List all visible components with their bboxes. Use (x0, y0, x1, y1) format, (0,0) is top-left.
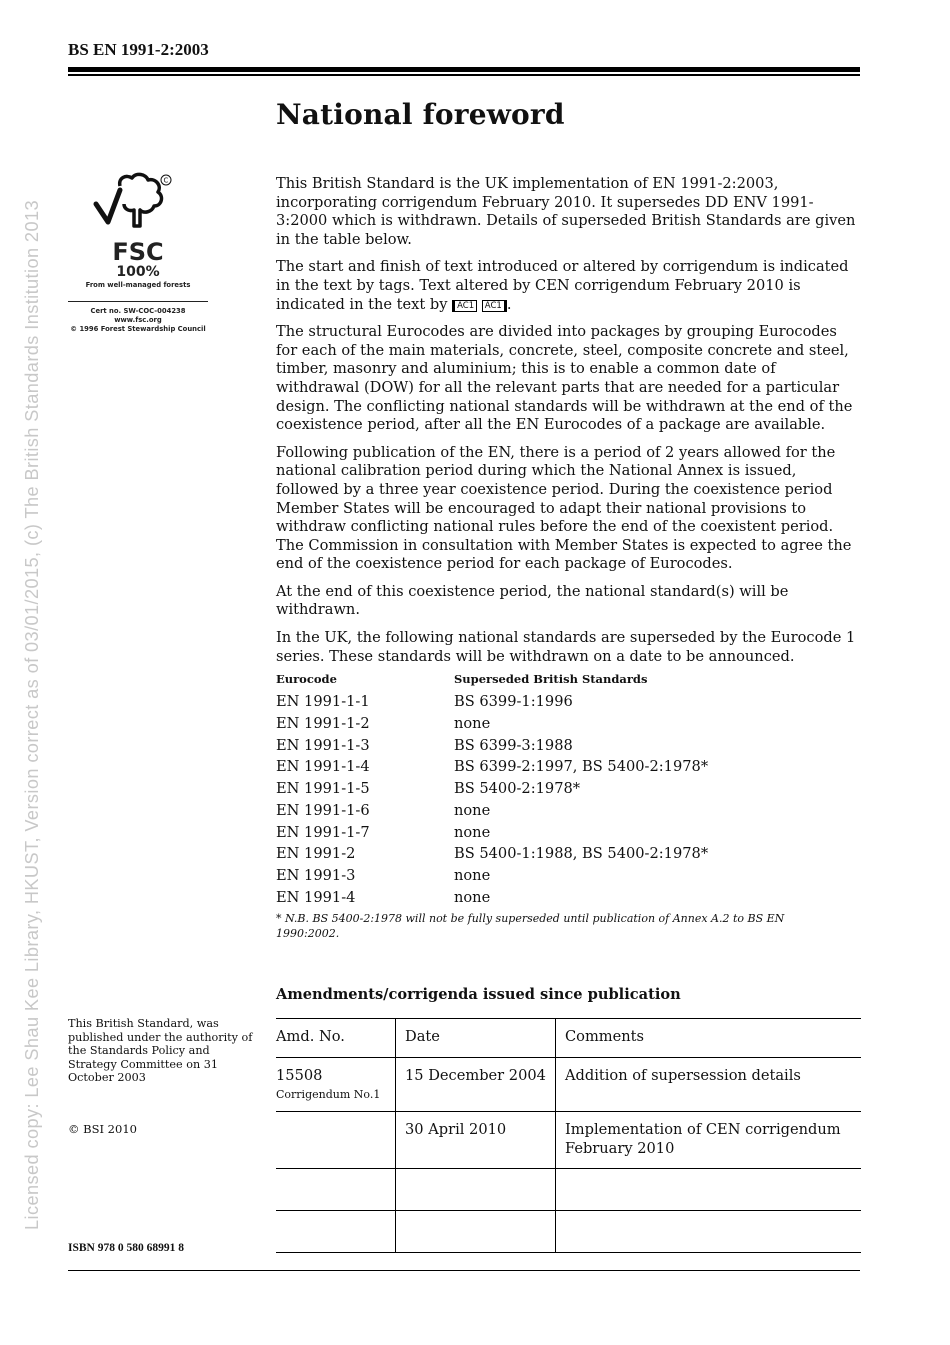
table-header-row (276, 668, 861, 692)
superseded-cell: none (454, 823, 491, 841)
table-row (276, 887, 861, 909)
fsc-cert: Cert no. SW-COC-004238 (90, 307, 186, 315)
table-row (276, 1058, 861, 1112)
svg-text:C: C (163, 176, 169, 185)
eurocode-cell: EN 1991-1-4 (276, 758, 370, 776)
header-rule-thick (68, 67, 860, 72)
fsc-copyright: © 1996 Forest Stewardship Council (70, 325, 206, 333)
paragraph-6: In the UK, the following national standards are superseded by the Eurocode 1 series. These standards will be withdrawn on a date to be announced. (276, 629, 856, 665)
comments-cell: Implementation of CEN corrigendum February 2010 (556, 1112, 862, 1169)
comments-cell: Addition of supersession details (556, 1058, 862, 1112)
date-cell: 15 December 2004 (396, 1058, 556, 1112)
document-code: BS EN 1991-2:2003 (68, 40, 209, 59)
footer-rule (68, 1270, 860, 1271)
table-row (276, 844, 861, 866)
fsc-logo-block (68, 172, 208, 334)
header-rule-thin (68, 74, 860, 76)
eurocode-cell: EN 1991-4 (276, 888, 356, 906)
eurocode-cell: EN 1991-1-6 (276, 801, 370, 819)
superseded-cell: none (454, 801, 491, 819)
column-header-superseded: Superseded British Standards (454, 672, 648, 687)
foreword-body (276, 175, 861, 941)
superseded-cell: none (454, 715, 491, 733)
table-row (276, 865, 861, 887)
isbn: ISBN 978 0 580 68991 8 (68, 1242, 184, 1254)
eurocode-cell: EN 1991-1-2 (276, 715, 370, 733)
table-row (276, 757, 861, 779)
paragraph-2-text: The start and finish of text introduced or altered by corrigendum is indicated in the text by tags. Text altered by CEN corrigendum February 2010 is indicated in the text by (276, 258, 849, 313)
column-header-eurocode: Eurocode (276, 672, 337, 687)
column-header-date: Date (396, 1019, 556, 1058)
corrigendum-tag-open: AC1 (452, 300, 477, 312)
fsc-divider (68, 301, 208, 302)
amendments-header-row (276, 1019, 861, 1058)
eurocode-cell: EN 1991-1-7 (276, 823, 370, 841)
paragraph-5: At the end of this coexistence period, the national standard(s) will be withdrawn. (276, 582, 789, 619)
table-row (276, 800, 861, 822)
corrigendum-tag-close: AC1 (482, 300, 507, 312)
amendments-table (276, 1018, 861, 1253)
table-row (276, 822, 861, 844)
publication-note: This British Standard, was published under the authority of the Standards Policy and Strategy Committee on 31 October 2003 (68, 1017, 253, 1084)
paragraph-4: Following publication of the EN, there is a period of 2 years allowed for the national calibration period during which the National Annex is issued, followed by a three year coexistence period. During the coexistence period Member States will be encouraged to adapt their national provisions to withdraw conflicting national rules before the end of the coexistent period. The Commission in consultation with Member States is expected to agree the end of the coexistence period for each package of Eurocodes. (276, 443, 852, 573)
fsc-tree-checkmark-icon (68, 172, 208, 234)
amd-no-cell (276, 1112, 396, 1169)
paragraph-2 (276, 258, 861, 314)
paragraph-3: The structural Eurocodes are divided into packages by grouping Eurocodes for each of the main materials, concrete, steel, composite concrete and steel, timber, masonry and aluminium; this is to enable a common date of withdrawal (DOW) for all the relevant parts that are needed for a particular design. The conflicting national standards will be withdrawn at the end of the coexistence period, after all the EN Eurocodes of a package are available. (276, 323, 853, 434)
page-title: National foreword (276, 98, 565, 131)
table-row-empty (276, 1169, 861, 1211)
table-row (276, 1112, 861, 1169)
table-footnote: * N.B. BS 5400-2:1978 will not be fully superseded until publication of Annex A.2 to BS EN 1990:2002. (276, 911, 785, 940)
table-row (276, 779, 861, 801)
fsc-percent: 100% (116, 264, 160, 280)
eurocode-cell: EN 1991-1-1 (276, 693, 370, 711)
superseded-cell: none (454, 866, 491, 884)
bsi-copyright: © BSI 2010 (68, 1122, 137, 1136)
paragraph-1: This British Standard is the UK implementation of EN 1991-2:2003, incorporating corrigendum February 2010. It supersedes DD ENV 1991-3:2000 which is withdrawn. Details of superseded British Standards are given in the table below. (276, 175, 856, 248)
superseded-cell: BS 5400-2:1978* (454, 780, 581, 798)
table-row-empty (276, 1211, 861, 1253)
superseded-cell: BS 5400-1:1988, BS 5400-2:1978* (454, 845, 709, 863)
amd-subtitle: Corrigendum No.1 (276, 1087, 381, 1101)
paragraph-2-end: . (506, 295, 512, 313)
fsc-url: www.fsc.org (114, 316, 162, 324)
eurocode-cell: EN 1991-3 (276, 866, 356, 884)
eurocode-cell: EN 1991-2 (276, 845, 356, 863)
table-row (276, 714, 861, 736)
superseded-cell: BS 6399-2:1997, BS 5400-2:1978* (454, 758, 709, 776)
eurocode-cell: EN 1991-1-5 (276, 780, 370, 798)
eurocode-cell: EN 1991-1-3 (276, 736, 370, 754)
fsc-brand: FSC (112, 238, 164, 266)
superseded-cell: none (454, 888, 491, 906)
table-row (276, 735, 861, 757)
amd-no-cell (276, 1058, 396, 1112)
date-cell: 30 April 2010 (396, 1112, 556, 1169)
amendments-title: Amendments/corrigenda issued since publication (276, 986, 681, 1003)
superseded-cell: BS 6399-3:1988 (454, 736, 573, 754)
amd-number: 15508 (276, 1067, 323, 1084)
table-row (276, 692, 861, 714)
superseded-standards-table (276, 668, 861, 908)
license-watermark: Licensed copy: Lee Shau Kee Library, HKUST, Version correct as of 03/01/2015, (c) The British Standards Institution 2013 (22, 200, 42, 1230)
column-header-comments: Comments (556, 1019, 862, 1058)
superseded-cell: BS 6399-1:1996 (454, 693, 573, 711)
fsc-tagline: From well-managed forests (85, 281, 191, 289)
column-header-amd-no: Amd. No. (276, 1019, 396, 1058)
